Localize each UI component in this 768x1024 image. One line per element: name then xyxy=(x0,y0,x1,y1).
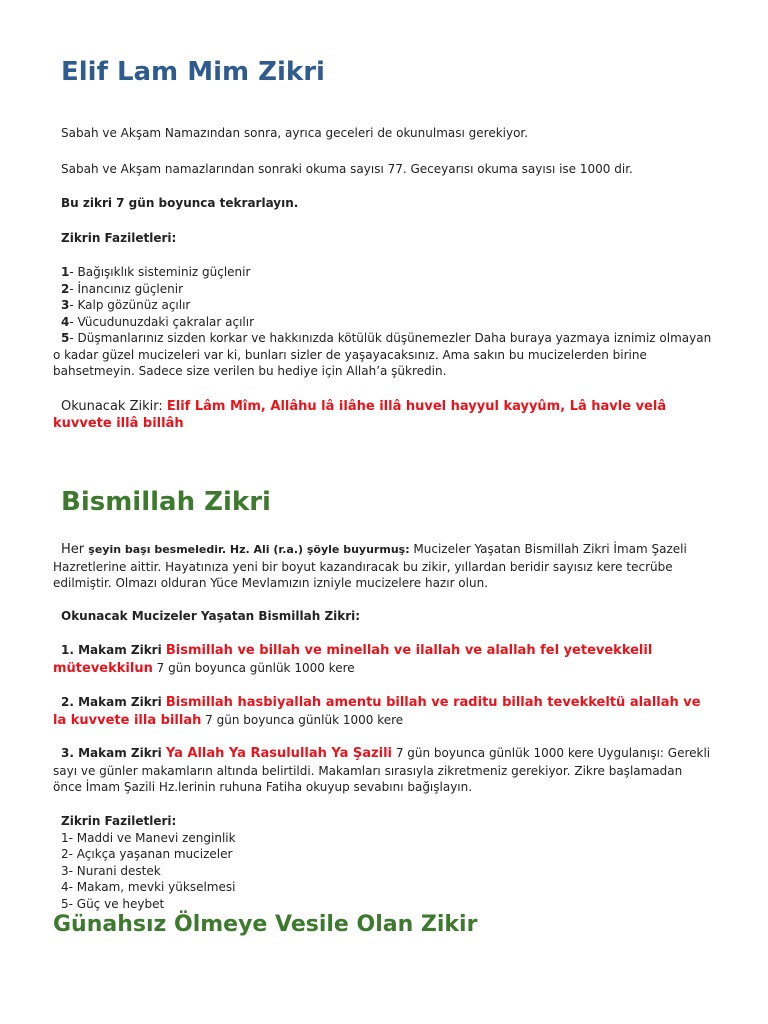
fazilet-list-1 xyxy=(53,264,713,380)
list-item: 3- Nurani destek xyxy=(61,863,161,878)
list-item: 4- Vücudunuzdaki çakralar açılır xyxy=(61,314,255,329)
makam-zikri-2: 2. Makam Zikri Bismillah hasbiyallah amentu billah ve raditu billah tevekkeltü alallah ve la kuvvete illa billah 7 gün boyunca günlük 1000 kere xyxy=(53,695,701,728)
okunacak-zikir-text: Elif Lâm Mîm, Allâhu lâ ilâhe illâ huvel hayyul kayyûm, Lâ havle velâ kuvvete illâ billâh xyxy=(53,399,667,431)
section-title-bismillah: Bismillah Zikri xyxy=(61,487,271,517)
list-item: 3- Kalp gözünüz açılır xyxy=(61,298,191,312)
list-item: 2- Açıkça yaşanan mucizeler xyxy=(61,847,233,861)
section-title-elif-lam-mim: Elif Lam Mim Zikri xyxy=(61,57,325,87)
list-item: 1- Bağışıklık sisteminiz güçlenir xyxy=(61,265,251,279)
paragraph-okuma-sayisi: Sabah ve Akşam namazlarından sonraki okuma sayısı 77. Geceyarısı okuma sayısı ise 1000 dir. xyxy=(61,162,633,176)
list-item: 5- Düşmanlarınız sizden korkar ve hakkınızda kötülük düşünemezler Daha buraya yazmaya iznimiz olmayan o kadar güzel mucizeleri var ki, bunları sizler de yaşayacaksınız. Ama sakın bu mucizelerden birine bahsetmeyin. Sadece size verilen bu hediye için Allah’a şükredin. xyxy=(53,331,712,378)
makam-zikri-1: 1. Makam Zikri Bismillah ve billah ve minellah ve ilallah ve alallah fel yetevekkelil mütevekkilun 7 gün boyunca günlük 1000 kere xyxy=(53,643,653,676)
okunacak-label: Okunacak Zikir: xyxy=(61,399,167,414)
list-item: 5- Güç ve heybet xyxy=(61,896,165,911)
list-item: 4- Makam, mevki yükselmesi xyxy=(61,880,236,894)
list-item: 1- Maddi ve Manevi zenginlik xyxy=(61,830,236,845)
list-item: 2- İnancınız güçlenir xyxy=(61,281,184,296)
fazilet-heading-2: Zikrin Faziletleri: xyxy=(61,814,177,828)
section-title-gunahsiz: Günahsız Ölmeye Vesile Olan Zikir xyxy=(53,912,478,937)
makam-zikri-3: 3. Makam Zikri Ya Allah Ya Rasulullah Ya Şazili 7 gün boyunca günlük 1000 kere Uygulanışı: Gerekli sayı ve günler makamların altında belirtildi. Makamları sırasıyla zikretmeniz gerekiyor. Zikre başlamadan önce İmam Şazili Hz.lerinin ruhuna Fatiha okuyup sevabını bağışlayın. xyxy=(53,746,711,794)
fazilet-heading-1: Zikrin Faziletleri: xyxy=(61,231,177,245)
paragraph-sabah-aksam: Sabah ve Akşam Namazından sonra, ayrıca geceleri de okunulması gerekiyor. xyxy=(61,126,529,140)
okunacak-zikir-1 xyxy=(53,399,713,432)
paragraph-7-gun: Bu zikri 7 gün boyunca tekrarlayın. xyxy=(61,196,299,210)
okunacak-heading-2: Okunacak Mucizeler Yaşatan Bismillah Zikri: xyxy=(61,609,361,623)
fazilet-list-2 xyxy=(53,813,713,912)
paragraph-bismillah-intro: Her şeyin başı besmeledir. Hz. Ali (r.a.) şöyle buyurmuş: Mucizeler Yaşatan Bismillah Zikri İmam Şazeli Hazretlerine aittir. Hayatınıza yeni bir boyut kazandıracak bu zikir, yıllardan beridir sayısız kere tecrübe edilmiştir. Olmazı olduran Yüce Mevlamızın izniyle mucizelere hazır olun. xyxy=(53,542,687,590)
